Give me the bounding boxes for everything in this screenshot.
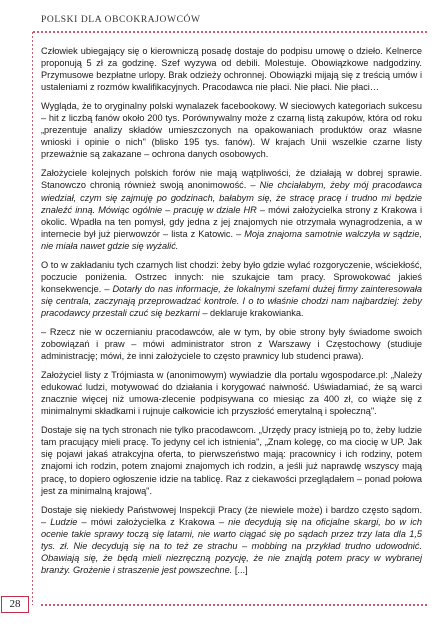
p4-quote: Dotarły do nas informacje, że lokalnymi szefami dużej firmy zainteresowała się centrala, zaczynają przeprowadzać kontrole. I o to właśnie chodzi nam najbardziej: żeby pracodawcy przestali czuć się bezkarni [41,283,422,318]
p8-quote-2: nie decydują się na oficjalne skargi, bo w ich ocenie takie sprawy toczą się latami, nie warto ciągać się po sądach przez trzy lata dla 1,5 tys. zł. Nie decydują się na to też ze strachu – mobbing na przykład trudno udowodnić. Obawiają się, że będą mieli niezręczną pozycję, że nie znajdą potem pracy w wybranej branży. Grożenie i straszenie jest powszechne. [41,516,422,575]
article-body [41,45,422,583]
left-dotted-rule [32,31,33,605]
paragraph-8 [41,504,422,576]
p8-quote: Ludzie [50,516,78,527]
p3-quote: Nie chciałabym, żeby mój pracodawca wiedział, czym się zajmuję po godzinach, bałabym się, że stracę pracę i trudno mi będzie znaleźć inną. Mówiąc ogólnie – pracuję w dziale HR [41,180,422,215]
p4-text-after: – deklaruje krakowianka. [199,307,304,318]
running-header: POLSKI DLA OBCOKRAJOWCÓW [41,15,201,25]
paragraph-2: Wygląda, że to oryginalny polski wynalazek facebookowy. W sieciowych kategoriach sukcesu – hit z liczbą fanów około 200 tys. Porównywalny może z czarną listą zakupów, która od roku „prezentuje analizy składów umieszczonych na opakowaniach produktów oraz własne wnioski i opinie o nich" (blisko 195 tys. fanów). W krajach Unii wszelkie czarne listy przeważnie są zakazane – ochrona danych osobowych. [41,101,422,160]
page-number: 28 [1,596,29,613]
bottom-dotted-rule [40,604,428,606]
p3-quote-2: Moja znajoma samotnie walczyła w sądzie, nie miała nawet gdzie się wyżalić. [41,228,422,251]
top-dotted-rule [32,31,428,33]
paragraph-3 [41,167,422,251]
paragraph-5: – Rzecz nie w oczernianiu pracodawców, ale w tym, by obie strony były świadome swoich zobowiązań i praw – mówi administrator stron z Warszawy i Częstochowy (studiuje administrację; mówi, że inni założyciele to często prawnicy lub studenci prawa). [41,326,422,362]
p8-text-after: – mówi założycielka z Krakowa – [77,516,229,527]
p3-text: Założyciele kolejnych polskich forów nie mają wątpliwości, że działają w dobrej sprawie. Stanowczo chronią również swoją anonimowość. – [41,168,422,191]
paragraph-6: Założyciel listy z Trójmiasta w (anonimowym) wywiadzie dla portalu wgospodarce.pl: „Należy edukować ludzi, motywować do działania i korygować naiwność. Uświadamiać, że są warci znacznie więcej niż umowa-zlecenie podpisywana co miesiąc za 400 zł, co wiąże się z minimalnymi składkami i rujnuje całkowicie ich przyszłość emerytalną i społeczną". [41,370,422,417]
paragraph-4 [41,259,422,319]
paragraph-1: Człowiek ubiegający się o kierowniczą posadę dostaje do podpisu umowę o dzieło. Kelnerce proponują 5 zł za godzinę. Szef wyzywa od debili. Molestuje. Obowiązkowe nadgodziny. Przymusowe bezpłatne urlopy. Brak odzieży ochronnej. Obowiązki mijają się z treścią umów i ustaleniami z rozmów kwalifikacyjnych. Pracodawca nie płaci. Nie płaci. Nie płaci… [41,46,422,93]
p8-text: Dostaje się niekiedy Państwowej Inspekcji Pracy (że niewiele może) i bardzo często sądom. – [41,504,422,527]
p4-text: O to w zakładaniu tych czarnych list chodzi: żeby było gdzie wylać rozgoryczenie, wściekłość, poczucie poniżenia. Ostrzec innych: nie szukajcie tam pracy. Sprowokować jakieś konsekwencje. – [41,259,422,294]
p3-text-after: – mówi założycielka strony z Krakowa i okolic. Wpadła na ten pomysł, gdy jedna z jej znajomych nie otrzymała wynagrodzenia, a w internecie był już pierwowzór – lista z Katowic. – [41,204,422,239]
p8-text-end: [...] [232,564,248,575]
paragraph-7: Dostaje się na tych stronach nie tylko pracodawcom. „Urzędy pracy istnieją po to, żeby ludzie tam pracujący mieli pracę. To jedyny cel ich istnienia", „Znam kolegę, co ma ciocię w UP. Jak się pojawi jakaś atrakcyjna oferta, to pierwszeństwo mają: pracownicy i ich rodziny, potem znajomi ich rodzin, potem znajomi znajomych ich rodzin, a jeśli już naprawdę wszyscy mają pracę, to dopiero ogłoszenie idzie na tablicę. Raz z ciekawości przeglądałem – ponad połowa jest za minimalną krajową". [41,425,422,496]
